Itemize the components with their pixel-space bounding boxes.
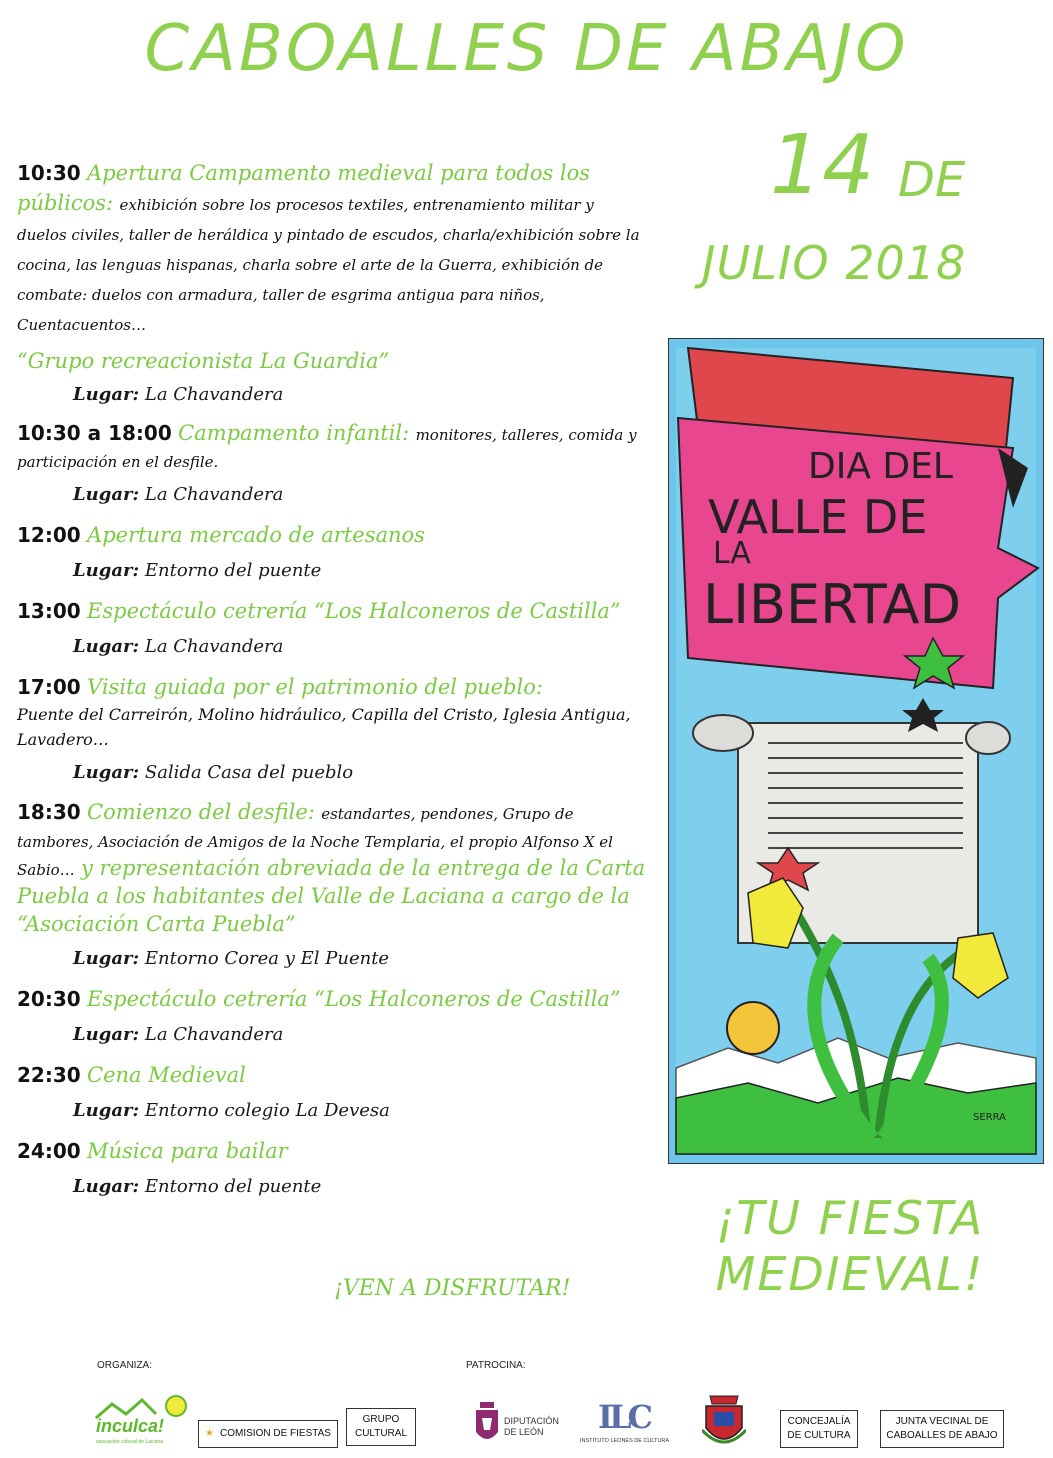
event-title-continued: y representación abreviada de la entrega de la Carta Puebla a los habitantes del Valle de Laciana a cargo de la “Asociación Carta Puebla” <box>17 856 646 936</box>
event-location <box>17 558 647 584</box>
slogan <box>690 1190 1010 1302</box>
event-description: monitores, talleres, comida y participación en el desfile. <box>17 426 637 471</box>
event-title: Comienzo del desfile: <box>87 800 315 824</box>
artist-signature: SERRA <box>973 1112 1006 1123</box>
patrocina-label: PATROCINA: <box>466 1360 526 1371</box>
event-location <box>17 482 647 508</box>
poster-illustration <box>668 338 1044 1164</box>
location-label: Lugar: <box>73 1100 140 1121</box>
event-location <box>17 1098 647 1124</box>
grupo-cultural-line-1: GRUPO <box>362 1414 400 1425</box>
municipal-coat-of-arms <box>702 1394 746 1450</box>
sun-icon <box>727 1002 779 1054</box>
diputacion-text <box>504 1416 559 1438</box>
program-item <box>17 798 647 972</box>
coat-of-arms-icon <box>702 1394 746 1450</box>
junta-vecinal-line-1: JUNTA VECINAL DE <box>895 1416 989 1427</box>
organiza-label: ORGANIZA: <box>97 1360 153 1371</box>
event-time: 13:00 <box>17 599 81 623</box>
poster-text-line-4: LIBERTAD <box>703 573 962 636</box>
inculca-logo-subtitle: asociación cultural de Laciana <box>96 1439 163 1445</box>
date-de: DE <box>898 152 966 208</box>
event-description: estandartes, pendones, Grupo de tambores, Asociación de Amigos de la Noche Templaria, el propio Alfonso X el Sabio… <box>17 805 613 879</box>
program-item <box>17 984 647 1048</box>
date-month-year: JULIO 2018 <box>702 236 967 290</box>
event-location <box>17 382 647 408</box>
poster-text-line-2: VALLE DE <box>708 490 928 544</box>
location-value: Entorno del puente <box>144 1176 322 1197</box>
program-item <box>17 520 647 584</box>
comision-fiestas-text: COMISION DE FIESTAS <box>220 1428 331 1439</box>
junta-vecinal-line-2: CABOALLES DE ABAJO <box>886 1430 998 1441</box>
event-title: Música para bailar <box>87 1139 288 1163</box>
event-time: 22:30 <box>17 1063 81 1087</box>
concejalia-line-2: DE CULTURA <box>787 1430 851 1441</box>
location-label: Lugar: <box>73 762 140 783</box>
slogan-line-1: ¡TU FIESTA <box>715 1191 985 1245</box>
concejalia-line-1: CONCEJALÍA <box>787 1416 851 1427</box>
star-icon: ★ <box>205 1428 215 1439</box>
event-location <box>17 634 647 660</box>
event-time: 12:00 <box>17 523 81 547</box>
concejalia-cultura-logo <box>780 1410 858 1448</box>
event-title: Visita guiada por el patrimonio del pueblo: <box>87 675 543 699</box>
location-value: Salida Casa del pueblo <box>144 762 354 783</box>
diputacion-line-2: DE LEÓN <box>504 1427 544 1437</box>
event-location <box>17 1174 647 1200</box>
event-title: Espectáculo cetrería “Los Halconeros de Castilla” <box>87 987 621 1011</box>
event-group: “Grupo recreacionista La Guardia” <box>17 349 390 373</box>
location-label: Lugar: <box>73 636 140 657</box>
event-description: Puente del Carreirón, Molino hidráulico, Capilla del Cristo, Iglesia Antigua, Lavadero… <box>17 705 631 749</box>
inculca-logo <box>94 1388 198 1450</box>
scroll-right-roll <box>966 722 1010 754</box>
junta-vecinal-logo <box>880 1410 1004 1448</box>
location-label: Lugar: <box>73 948 140 969</box>
poster-title: CABOALLES DE ABAJO <box>144 12 909 86</box>
program-item <box>17 672 647 786</box>
location-label: Lugar: <box>73 484 140 505</box>
event-time: 10:30 <box>17 161 81 185</box>
event-description: exhibición sobre los procesos textiles, entrenamiento militar y duelos civiles, taller de heráldica y pintado de escudos, charla/exhibición sobre la cocina, las lenguas hispanas, charla sobre el arte de la Guerra, exhibición de combate: duelos con armadura, taller de esgrima antigua para niños, Cuentacuentos… <box>17 196 640 334</box>
event-time: 17:00 <box>17 675 81 699</box>
program-item <box>17 596 647 660</box>
scroll-left-roll <box>693 715 753 751</box>
diputacion-line-1: DIPUTACIÓN <box>504 1416 559 1426</box>
event-title: Apertura Campamento medieval para todos los públicos: <box>17 161 591 215</box>
event-time: 20:30 <box>17 987 81 1011</box>
event-time: 10:30 a 18:00 <box>17 421 172 445</box>
location-value: Entorno del puente <box>144 560 322 581</box>
program-item <box>17 420 647 508</box>
diputacion-shield-icon <box>474 1402 500 1446</box>
location-value: Entorno colegio La Devesa <box>144 1100 390 1121</box>
location-label: Lugar: <box>73 560 140 581</box>
ilc-mark: ILC <box>598 1398 649 1436</box>
poster-text-line-3: LA <box>713 536 751 571</box>
event-title: Cena Medieval <box>87 1063 246 1087</box>
poster-text-line-1: DIA DEL <box>808 446 953 487</box>
location-value: La Chavandera <box>144 384 284 405</box>
program-item <box>17 1060 647 1124</box>
event-time: 18:30 <box>17 800 81 824</box>
event-title: Apertura mercado de artesanos <box>87 523 425 547</box>
location-label: Lugar: <box>73 384 140 405</box>
grupo-cultural-logo <box>346 1408 416 1446</box>
location-label: Lugar: <box>73 1176 140 1197</box>
ilc-logo <box>580 1398 690 1450</box>
date-day: 14 <box>770 118 875 213</box>
event-time: 24:00 <box>17 1139 81 1163</box>
ilc-text: INSTITUTO LEONÉS DE CULTURA <box>580 1438 670 1444</box>
location-value: Entorno Corea y El Puente <box>144 948 390 969</box>
location-value: La Chavandera <box>144 1024 284 1045</box>
event-location <box>17 946 647 972</box>
call-to-action: ¡VEN A DISFRUTAR! <box>334 1276 571 1301</box>
program-list <box>17 158 647 1212</box>
diputacion-logo <box>474 1402 574 1450</box>
event-title: Campamento infantil: <box>178 421 410 445</box>
location-value: La Chavandera <box>144 636 284 657</box>
location-label: Lugar: <box>73 1024 140 1045</box>
location-value: La Chavandera <box>144 484 284 505</box>
program-item <box>17 1136 647 1200</box>
event-location <box>17 760 647 786</box>
comision-fiestas-logo <box>198 1420 338 1448</box>
inculca-logo-text: inculca! <box>96 1416 165 1436</box>
slogan-line-2: MEDIEVAL! <box>715 1247 985 1301</box>
event-title: Espectáculo cetrería “Los Halconeros de Castilla” <box>87 599 621 623</box>
grupo-cultural-line-2: CULTURAL <box>354 1428 408 1439</box>
program-item <box>17 158 647 408</box>
event-location <box>17 1022 647 1048</box>
